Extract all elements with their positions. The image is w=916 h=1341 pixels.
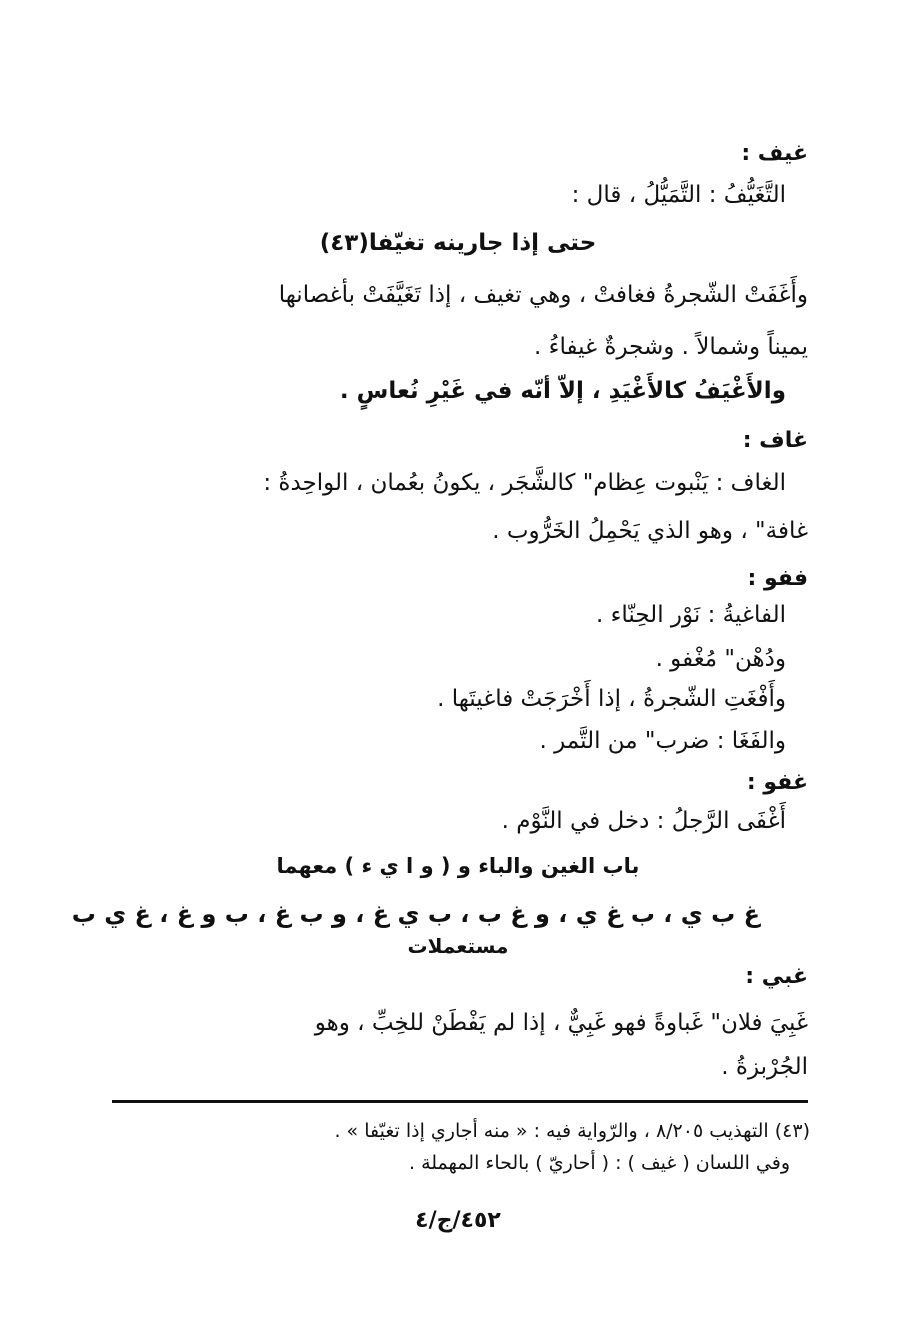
entry-heading-ghby: غبي :	[745, 964, 808, 989]
footnote-line: وفي اللسان ( غيف ) : ( أحاريّ ) بالحاء المهملة .	[409, 1152, 790, 1174]
entry-heading-ghfw: غفو :	[746, 770, 808, 795]
footnote-line: (٤٣) التهذيب ٨/٢٠٥ ، والرّواية فيه : « منه أجاري إذا تغيّفا » .	[334, 1120, 810, 1142]
entry-line: أَغْفَى الرَّجلُ : دخل في النَّوْم .	[501, 808, 786, 834]
page-number: ٤٥٢/ج/٤	[415, 1208, 501, 1233]
entry-line: الغاف : يَنْبوت عِظام" كالشَّجَر ، يكونُ بعُمان ، الواحِدةُ :	[263, 470, 786, 496]
chapter-status: مستعملات	[407, 934, 509, 958]
entry-line: غافة" ، وهو الذي يَحْمِلُ الخَرُّوب .	[492, 518, 808, 544]
entry-line: يميناً وشمالاً . وشجرةٌ غيفاءُ .	[534, 334, 808, 360]
chapter-title: باب الغين والباء و ( و ا ي ء ) معهما	[276, 854, 640, 878]
entry-line: وأَغَفَتْ الشّجرةُ فغافتْ ، وهي تغيف ، إذا تَغَيَّفَتْ بأغصانها	[278, 282, 808, 308]
entry-heading-fghw: ففو :	[747, 566, 808, 591]
entry-line: ودُهْن" مُغْفو .	[655, 646, 786, 672]
poetry-verse: حتى إذا جارينه تغيّفا(٤٣)	[319, 230, 597, 256]
entry-line: غَبِيَ فلان" غَباوةً فهو غَبِيٌّ ، إذا لم يَفْطَنْ للخِبِّ ، وهو	[314, 1010, 808, 1036]
entry-line: وأَفْغَتِ الشّجرةُ ، إذا أَخْرَجَتْ فاغيتَها .	[437, 686, 786, 712]
entry-line: التَّغَيُّفُ : التَّمَيُّلُ ، قال :	[571, 182, 786, 208]
chapter-roots: غ ب ي ، ب غ ي ، و غ ب ، ب ي غ ، و ب غ ، ب و غ ، غ ي ب	[71, 900, 760, 928]
entry-line: والفَغَا : ضرب" من التَّمر .	[539, 728, 786, 754]
entry-line: الفاغيةُ : نَوْر الحِنّاء .	[595, 602, 786, 628]
entry-line: والأَغْيَفُ كالأَغْيَدِ ، إلاّ أنّه في غَيْرِ نُعاسٍ .	[339, 378, 786, 404]
entry-heading-ghaf: غاف :	[742, 428, 808, 453]
entry-heading-ghayf: غيف :	[741, 141, 808, 166]
footnote-divider	[112, 1100, 808, 1103]
entry-line: الجُرْبزةُ .	[721, 1054, 808, 1080]
